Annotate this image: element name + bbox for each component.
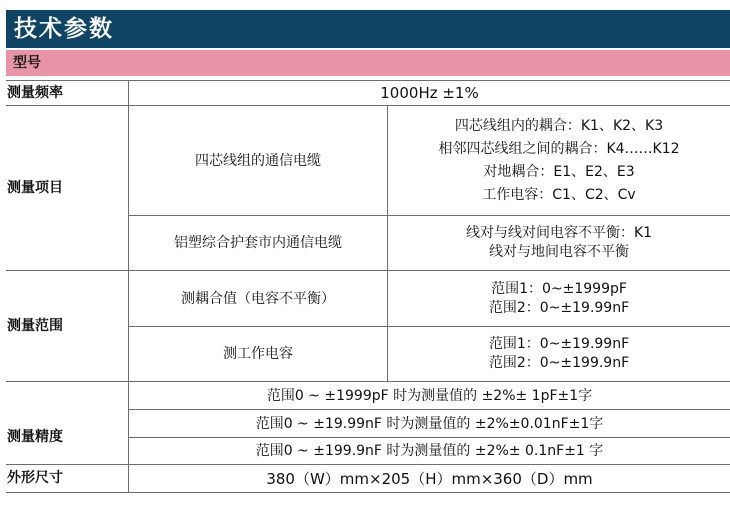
accuracy-value: 范围0 ~ ±1999pF 时为测量值的 ±2%± 1pF±1字 xyxy=(266,387,593,404)
item-name: 四芯线组的通信电缆 xyxy=(195,152,321,169)
dimension-value: 380（W）mm×205（H）mm×360（D）mm xyxy=(266,469,593,488)
accuracy-value: 范围0 ~ ±19.99nF 时为测量值的 ±2%±0.01nF±1字 xyxy=(255,415,604,432)
model-bar xyxy=(6,50,730,76)
dimension-label: 外形尺寸 xyxy=(7,470,63,486)
items-name-cell xyxy=(129,216,387,270)
items-values-cell xyxy=(388,216,730,270)
item-value: 线对与线对间电容不平衡：K1 xyxy=(465,225,653,241)
range-value: 范围2：0~±19.99nF xyxy=(488,299,630,316)
items-name-cell xyxy=(129,106,387,215)
item-value: 四芯线组内的耦合：K1、K2、K3 xyxy=(454,117,664,134)
items-values-cell xyxy=(388,106,730,215)
freq-value: 1000Hz ±1% xyxy=(380,84,479,102)
range-name-cell xyxy=(129,327,387,381)
items-label: 测量项目 xyxy=(7,180,63,196)
title-bar xyxy=(6,10,730,48)
range-name: 测耦合值（电容不平衡） xyxy=(181,290,335,307)
dimension-value-cell xyxy=(129,465,730,492)
range-label: 测量范围 xyxy=(7,318,63,334)
row-divider xyxy=(6,492,730,493)
accuracy-value: 范围0 ~ ±199.9nF 时为测量值的 ±2%± 0.1nF±1 字 xyxy=(255,443,604,459)
accuracy-row xyxy=(129,410,730,437)
range-name-cell xyxy=(129,271,387,326)
model-label: 型号 xyxy=(13,55,41,71)
item-name: 铝塑综合护套市内通信电缆 xyxy=(174,235,342,251)
accuracy-row xyxy=(129,438,730,464)
freq-label: 测量频率 xyxy=(7,85,63,101)
range-values-cell xyxy=(388,327,730,381)
range-value: 范围2：0~±199.9nF xyxy=(488,355,630,371)
range-value: 范围1：0~±19.99nF xyxy=(488,336,630,352)
item-value: 相邻四芯线组之间的耦合：K4……K12 xyxy=(438,140,680,157)
item-value: 线对与地间电容不平衡 xyxy=(489,244,629,260)
accuracy-row xyxy=(129,382,730,409)
item-value: 对地耦合：E1、E2、E3 xyxy=(483,163,635,180)
range-value: 范围1：0~±1999pF xyxy=(491,280,627,297)
freq-value-cell xyxy=(129,81,730,105)
item-value: 工作电容：C1、C2、Cv xyxy=(482,186,636,203)
accuracy-label: 测量精度 xyxy=(7,429,63,445)
range-values-cell xyxy=(388,271,730,326)
page-title: 技术参数 xyxy=(14,16,114,42)
range-name: 测工作电容 xyxy=(223,346,293,362)
